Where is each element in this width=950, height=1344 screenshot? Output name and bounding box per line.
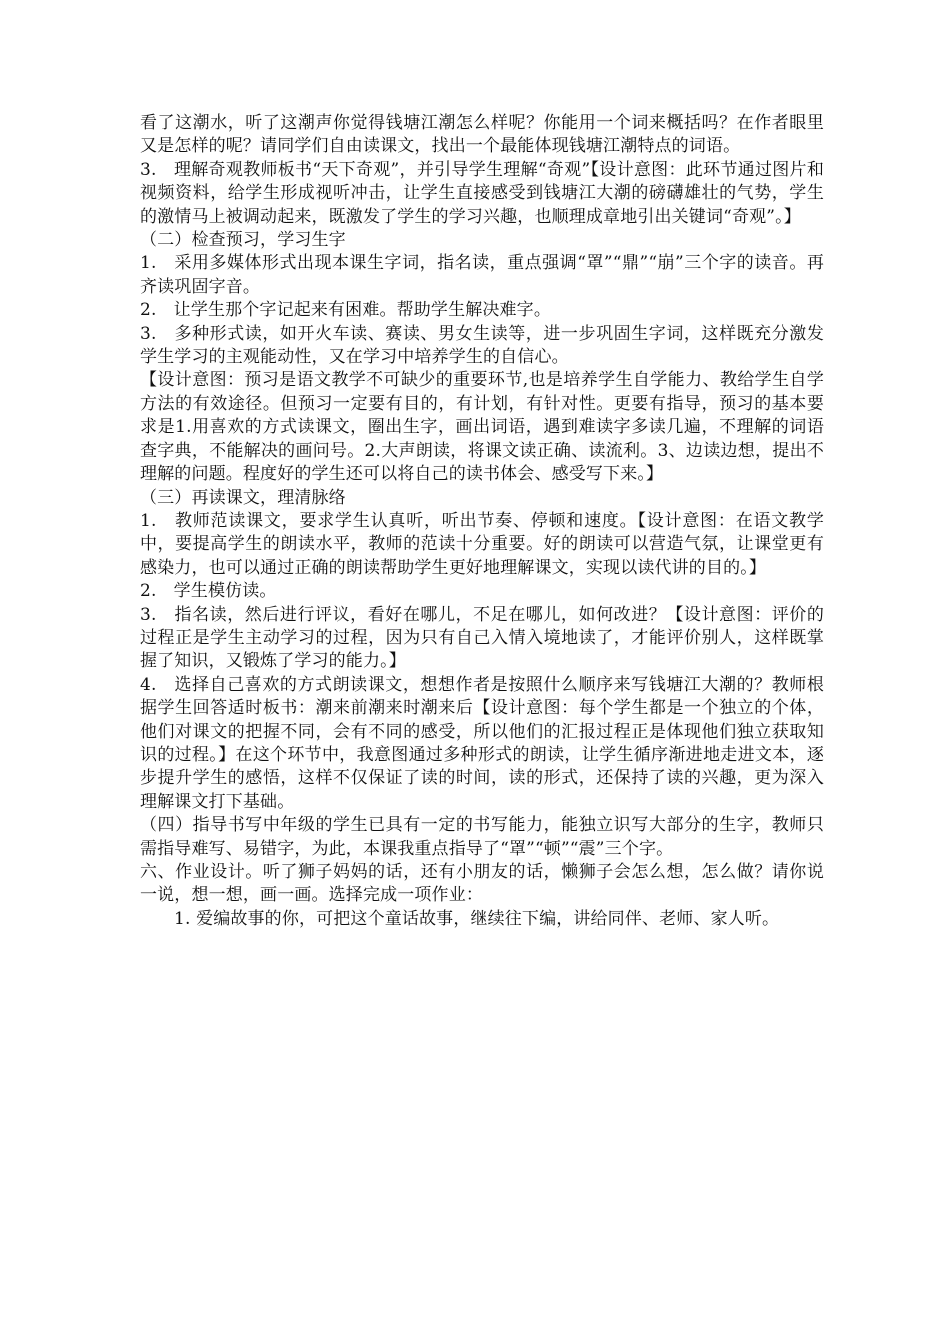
paragraph-step-3-wonder: 3. 理解奇观教师板书“天下奇观”，并引导学生理解“奇观”【设计意图：此环节通过图片和视频资料，给学生形成视听冲击，让学生直接感受到钱塘江大潮的磅礴雄壮的气势，学生的激情马上被调动起来，既激发了学生的学习兴趣，也顺理成章地引出关键词“奇观”。】 — [140, 159, 824, 227]
paragraph-reread-step-2: 2. 学生模仿读。 — [140, 581, 277, 602]
paragraph-homework-option-1: 1. 爱编故事的你，可把这个童话故事，继续往下编，讲给同伴、老师、家人听。 — [174, 908, 780, 929]
paragraph-preview-design-intent: 【设计意图：预习是语文教学不可缺少的重要环节,也是培养学生自学能力、教给学生自学方法的有效途径。但预习一定要有目的，有计划，有针对性。更要有指导，预习的基本要求是1.用喜欢的方式读课文，圈出生字，画出词语，遇到难读字多读几遍，不理解的词语查字典，不能解决的画问号。2.大声朗读，将课文读正确、读流利。3、边读边想，提出不理解的问题。程度好的学生还可以将自己的读书体会、感受写下来。】 — [140, 370, 824, 485]
paragraph-reread-step-4: 4. 选择自己喜欢的方式朗读课文，想想作者是按照什么顺序来写钱塘江大潮的？教师根据学生回答适时板书：潮来前潮来时潮来后【设计意图：每个学生都是一个独立的个体，他们对课文的把握不同，会有不同的感受，所以他们的汇报过程正是体现他们独立获取知识的过程。】在这个环节中，我意图通过多种形式的朗读，让学生循序渐进地走进文本，逐步提升学生的感悟，这样不仅保证了读的时间，读的形式，还保持了读的兴趣，更为深入理解课文打下基础。 — [140, 674, 824, 812]
document-body — [140, 112, 824, 931]
paragraph-preview-step-2: 2. 让学生那个字记起来有困难。帮助学生解决难字。 — [140, 300, 551, 321]
paragraph-reread-step-3: 3. 指名读，然后进行评议，看好在哪儿，不足在哪儿，如何改进？【设计意图：评价的过程正是学生主动学习的过程，因为只有自己入情入境地读了，才能评价别人，这样既掌握了知识，又锻炼了学习的能力。】 — [140, 604, 824, 672]
section-heading-preview: （二）检查预习，学习生字 — [140, 230, 346, 251]
paragraph-intro-question: 看了这潮水，听了这潮声你觉得钱塘江潮怎么样呢？你能用一个词来概括吗？在作者眼里又是怎样的呢？请同学们自由读课文，找出一个最能体现钱塘江潮特点的词语。 — [140, 113, 824, 157]
section-heading-writing-guidance: （四）指导书写中年级的学生已具有一定的书写能力，能独立识写大部分的生字，教师只需指导难写、易错字，为此，本课我重点指导了“罩”“顿”“震”三个字。 — [140, 815, 824, 859]
paragraph-preview-step-1: 1. 采用多媒体形式出现本课生字词，指名读，重点强调“罩”“鼎”“崩”三个字的读音。再齐读巩固字音。 — [140, 253, 824, 297]
section-heading-reread: （三）再读课文，理清脉络 — [140, 487, 346, 508]
paragraph-reread-step-1: 1. 教师范读课文，要求学生认真听，听出节奏、停顿和速度。【设计意图：在语文教学中，要提高学生的朗读水平，教师的范读十分重要。好的朗读可以营造气氛，让课堂更有感染力，也可以通过正确的朗读帮助学生更好地理解课文，实现以读代讲的目的。】 — [140, 510, 824, 578]
section-heading-homework: 六、作业设计。听了狮子妈妈的话，还有小朋友的话，懒狮子会怎么想，怎么做？请你说一说，想一想，画一画。选择完成一项作业： — [140, 862, 824, 906]
paragraph-preview-step-3: 3. 多种形式读，如开火车读、赛读、男女生读等，进一步巩固生字词，这样既充分激发学生学习的主观能动性，又在学习中培养学生的自信心。 — [140, 323, 824, 368]
